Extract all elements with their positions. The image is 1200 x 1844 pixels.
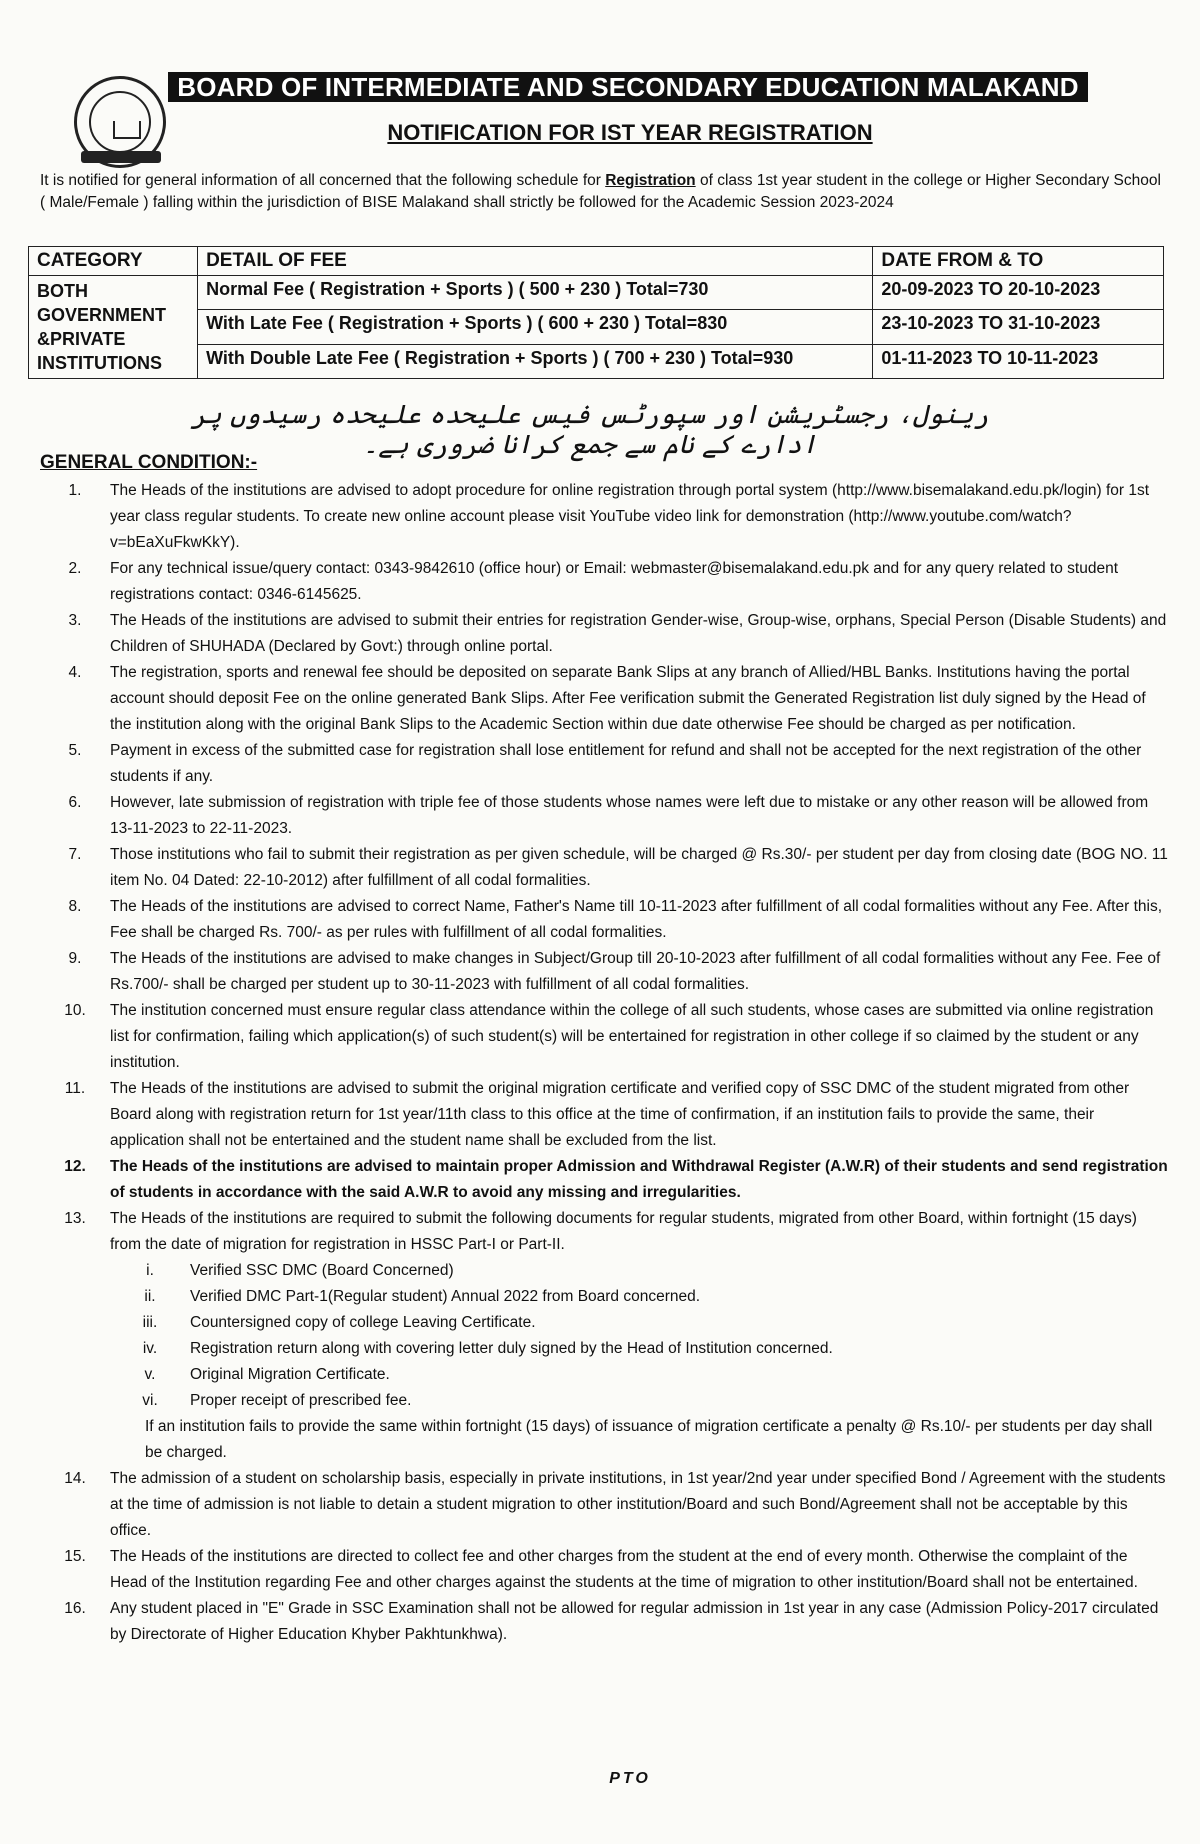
condition-text: The Heads of the institutions are required to submit the following documents for regular students, migrated from other Board, within fortnight (15 days) from the date of migration for registration in HSSC Part-I or Part-II. [110,1210,1137,1253]
document-number: iv. [142,1340,158,1357]
condition-number: 6. [68,794,82,811]
condition-text: The Heads of the institutions are directed to collect fee and other charges from the student at the end of every month. Otherwise the complaint of the Head of the Institution regarding Fee and other charges against the students at the time of migration to other institution/Board shall not be entertained. [110,1548,1138,1591]
condition-text: Those institutions who fail to submit their registration as per given schedule, will be charged @ Rs.30/- per student per day from closing date (BOG NO. 11 item No. 04 Dated: 22-10-2012) after fulfillment of all codal formalities. [110,846,1168,889]
condition-number: 11. [64,1080,86,1097]
condition-number: 4. [68,664,82,681]
board-name-banner: BOARD OF INTERMEDIATE AND SECONDARY EDUCATION MALAKAND [168,72,1088,102]
condition-text: The Heads of the institutions are advised to adopt procedure for online registration through portal system (http://www.bisemalakand.edu.pk/login) for 1st year class regular students. To create new online account please visit YouTube video link for demonstration (http://www.youtube.com/watch?v=bEaXuFkwKkY). [110,482,1150,551]
document-number: vi. [142,1392,158,1409]
document-item [110,1362,1168,1388]
condition-item [40,478,1168,556]
urdu-note: رینول، رجسٹریشن اور سپورٹس فیس علیحدہ علیحدہ رسیدوں پر ادارے کے نام سے جمع کرانا ضروری ہے۔ [191,400,989,460]
general-condition-heading: GENERAL CONDITION:- [40,452,258,473]
document-item [110,1258,1168,1284]
intro-paragraph [40,170,1168,214]
condition-item [40,1544,1168,1596]
condition-text: The Heads of the institutions are advised to submit their entries for registration Gender-wise, Group-wise, orphans, Special Person (Disable Students) and Children of SHUHADA (Declared by Govt:) through online portal. [110,612,1167,655]
condition-item [40,556,1168,608]
condition-item [40,842,1168,894]
condition-number: 15. [64,1548,86,1565]
condition-text: However, late submission of registration with triple fee of those students whose names were left due to mistake or any other reason will be allowed from 13-11-2023 to 22-11-2023. [110,794,1149,837]
condition-number: 7. [68,846,82,863]
condition-number: 13. [64,1210,86,1227]
document-number: v. [144,1366,156,1383]
document-text: Verified DMC Part-1(Regular student) Annual 2022 from Board concerned. [190,1288,701,1305]
header-detail: DETAIL OF FEE [198,247,873,276]
condition-item [40,1596,1168,1648]
board-seal-icon [74,76,166,168]
notification-title: NOTIFICATION FOR IST YEAR REGISTRATION [387,120,873,145]
condition-text: The Heads of the institutions are advised to correct Name, Father's Name till 10-11-2023 after fulfillment of all codal formalities without any Fee. After this, Fee shall be charged Rs. 700/- as per rules with fulfillment of all codal formalities. [110,898,1162,941]
condition-text: The admission of a student on scholarship basis, especially in private institutions, in 1st year/2nd year under specified Bond / Agreement with the students at the time of admission is not liable to detain a student migration to other institution/Board and such Bond/Agreement shall not be acceptable by this office. [110,1470,1166,1539]
condition-text: The Heads of the institutions are advised to submit the original migration certificate and verified copy of SSC DMC of the student migrated from other Board along with registration return for 1st year/11th class to this office at the time of confirmation, if an institution fails to provide the same, their application shall not be entertained and the student name shall be excluded from the list. [110,1080,1130,1149]
document-number: iii. [142,1314,158,1331]
document-text: Original Migration Certificate. [190,1366,390,1383]
intro-text-2: of class 1st year student in the college or Higher Secondary School ( Male/Female ) falling within the jurisdiction of BISE Malakand shall strictly be followed for the Academic Session 2023-2024 [40,172,1161,211]
condition-number: 8. [68,898,82,915]
fee-date-cell: 23-10-2023 TO 31-10-2023 [873,310,1164,344]
fee-detail-cell: With Late Fee ( Registration + Sports ) ( 600 + 230 ) Total=830 [198,310,873,344]
condition-item [40,1206,1168,1258]
condition-number: 14. [64,1470,86,1487]
condition-text: For any technical issue/query contact: 0343-9842610 (office hour) or Email: webmaster@bisemalakand.edu.pk and for any query related to student registrations contact: 0346-6145625. [110,560,1119,603]
condition-number: 9. [68,950,82,967]
fee-date-cell: 20-09-2023 TO 20-10-2023 [873,276,1164,310]
condition-text: The registration, sports and renewal fee should be deposited on separate Bank Slips at any branch of Allied/HBL Banks. Institutions having the portal account should deposit Fee on the online generated Bank Slips. After Fee verification submit the Generated Registration list duly signed by the Head of the institution along with the original Bank Slips to the Academic Section within due date otherwise Fee should be charged as per notification. [110,664,1146,733]
intro-registration-word: Registration [605,172,696,189]
condition-item [40,738,1168,790]
condition-number: 5. [68,742,82,759]
header-date: DATE FROM & TO [873,247,1164,276]
fee-date-cell: 01-11-2023 TO 10-11-2023 [873,344,1164,378]
condition-number: 1. [68,482,82,499]
condition-text: The Heads of the institutions are advised to make changes in Subject/Group till 20-10-2023 after fulfillment of all codal formalities without any Fee. Fee of Rs.700/- shall be charged per student up to 30-11-2023 with fulfillment of all codal formalities. [110,950,1161,993]
document-item [110,1310,1168,1336]
condition-item [40,1154,1168,1206]
fee-detail-cell: With Double Late Fee ( Registration + Sports ) ( 700 + 230 ) Total=930 [198,344,873,378]
condition-item [40,660,1168,738]
condition-text: The institution concerned must ensure regular class attendance within the college of all such students, whose cases are submitted via online registration list for confirmation, failing which application(s) of such student(s) will be entertained for registration in other college if so claimed by the student or any institution. [110,1002,1154,1071]
condition-item [40,608,1168,660]
category-cell: BOTH GOVERNMENT &PRIVATE INSTITUTIONS [29,276,198,379]
migration-penalty-note: If an institution fails to provide the same within fortnight (15 days) of issuance of migration certificate a penalty @ Rs.10/- per students per day shall be charged. [145,1418,1153,1461]
condition-number: 16. [64,1600,86,1617]
condition-text: The Heads of the institutions are advised to maintain proper Admission and Withdrawal Register (A.W.R) of their students and send registration of students in accordance with the said A.W.R to avoid any missing and irregularities. [110,1158,1168,1201]
condition-text: Any student placed in "E" Grade in SSC Examination shall not be allowed for regular admission in 1st year in any case (Admission Policy-2017 circulated by Directorate of Higher Education Khyber Pakhtunkhwa). [110,1600,1159,1643]
fee-schedule-table [28,246,1164,379]
document-item [110,1388,1168,1414]
document-text: Proper receipt of prescribed fee. [190,1392,412,1409]
conditions-list [40,478,1168,1648]
document-text: Registration return along with covering letter duly signed by the Head of Institution concerned. [190,1340,833,1357]
table-row [29,344,1164,378]
header-category: CATEGORY [29,247,198,276]
condition-number: 2. [68,560,82,577]
document-text: Verified SSC DMC (Board Concerned) [190,1262,454,1279]
condition-item [40,790,1168,842]
condition-item [40,998,1168,1076]
intro-text-1: It is notified for general information of all concerned that the following schedule for [40,172,606,189]
condition-number: 3. [68,612,82,629]
table-row [29,310,1164,344]
condition-number: 10. [64,1002,86,1019]
condition-text: Payment in excess of the submitted case for registration shall lose entitlement for refund and shall not be accepted for the next registration of the other students if any. [110,742,1142,785]
document-number: i. [146,1262,154,1279]
document-item [110,1284,1168,1310]
document-number: ii. [144,1288,156,1305]
fee-detail-cell: Normal Fee ( Registration + Sports ) ( 500 + 230 ) Total=730 [198,276,873,310]
table-header-row [29,247,1164,276]
condition-item [40,894,1168,946]
document-item [110,1336,1168,1362]
document-text: Countersigned copy of college Leaving Certificate. [190,1314,536,1331]
page-turn-over: PTO [609,1770,651,1787]
condition-item [40,946,1168,998]
condition-number: 12. [64,1158,86,1175]
condition-item [40,1466,1168,1544]
condition-item [40,1076,1168,1154]
table-row [29,276,1164,310]
